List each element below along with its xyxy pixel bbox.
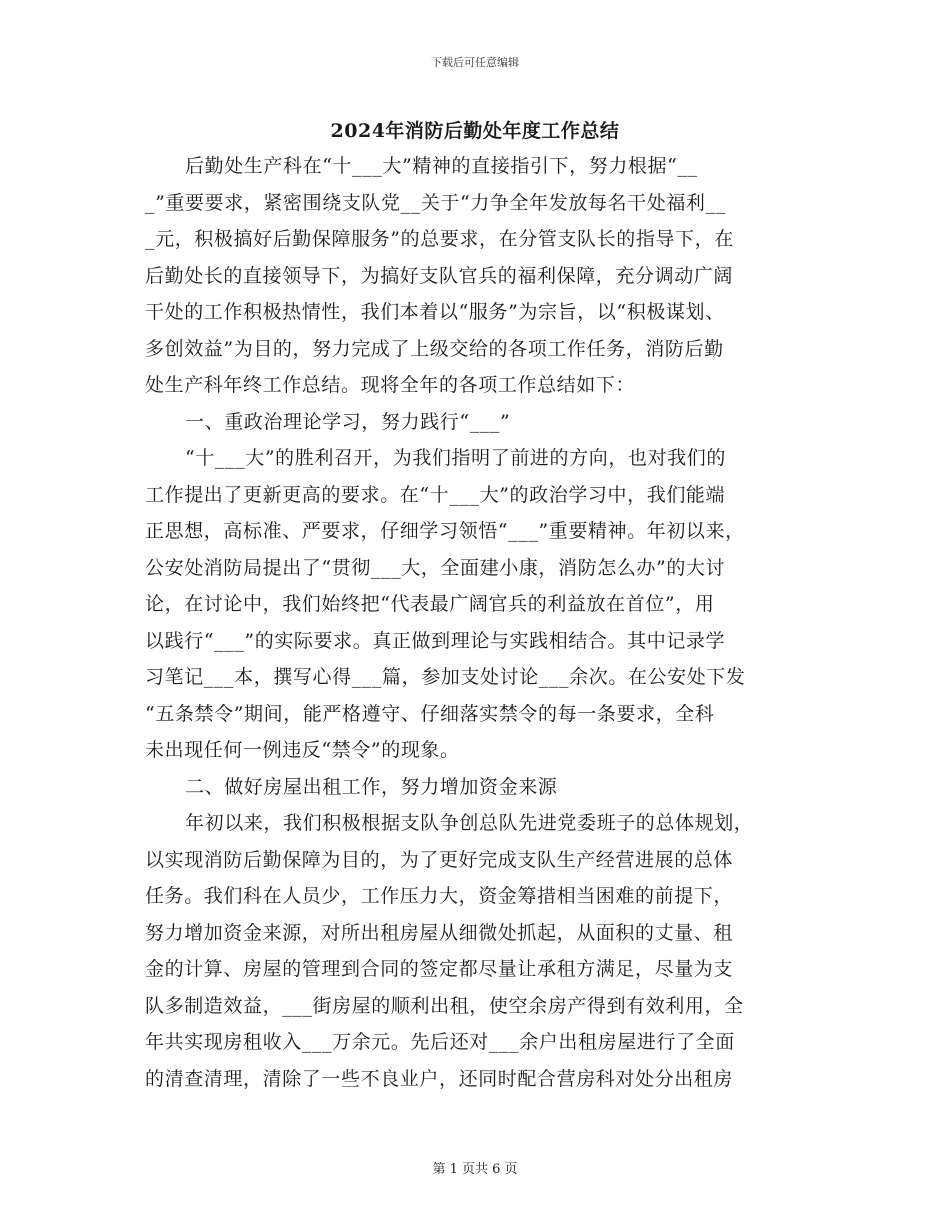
body-line: 年共实现房租收入___万余元。先后还对___余户出租房屋进行了全面 bbox=[145, 1031, 735, 1053]
body-line: 处生产科年终工作总结。现将全年的各项工作总结如下： bbox=[145, 374, 636, 396]
body-line: _元，积极搞好后勤保障服务”的总要求，在分管支队长的指导下，在 bbox=[145, 228, 734, 250]
body-line: 公安处消防局提出了“贯彻___大，全面建小康，消防怎么办”的大讨 bbox=[145, 556, 726, 579]
body-line: 多创效益”为目的，努力完成了上级交给的各项工作任务，消防后勤 bbox=[145, 337, 724, 360]
body-line: 工作提出了更新更高的要求。在“十___大”的政治学习中，我们能端 bbox=[145, 483, 726, 506]
body-line: 论，在讨论中，我们始终把“代表最广阔官兵的利益放在首位”，用 bbox=[145, 593, 715, 615]
document-title: 2024年消防后勤处年度工作总结 bbox=[330, 120, 620, 142]
body-line: 金的计算、房屋的管理到合同的签定都尽量让承租方满足，尽量为支 bbox=[145, 958, 734, 980]
body-line: 后勤处生产科在“十___大”精神的直接指引下，努力根据“__ bbox=[185, 155, 698, 177]
body-line: 的清查清理，清除了一些不良业户，还同时配合营房科对处分出租房 bbox=[145, 1067, 734, 1090]
body-line: 正思想，高标准、严要求，仔细学习领悟“___”重要精神。年初以来， bbox=[145, 520, 745, 542]
body-line: 后勤处长的直接领导下，为搞好支队官兵的福利保障，充分调动广阔 bbox=[145, 264, 734, 287]
body-line: 习笔记___本，撰写心得___篇，参加支处讨论___余次。在公安处下发 bbox=[145, 666, 746, 688]
body-line: “十___大”的胜利召开，为我们指明了前进的方向，也对我们的 bbox=[185, 447, 726, 469]
body-line: “五条禁令”期间，能严格遵守、仔细落实禁令的每一条要求，全科 bbox=[145, 702, 715, 725]
body-line: _”重要要求，紧密围绕支队党__关于“力争全年发放每名干处福利__ bbox=[145, 191, 726, 214]
body-line: 队多制造效益，___街房屋的顺利出租，使空余房产得到有效利用，全 bbox=[145, 994, 744, 1017]
body-line: 以实现消防后勤保障为目的，为了更好完成支队生产经营进展的总体 bbox=[145, 848, 734, 871]
section-heading: 二、做好房屋出租工作，努力增加资金来源 bbox=[185, 775, 558, 798]
body-line: 以践行“___”的实际要求。真正做到理论与实践相结合。其中记录学 bbox=[145, 629, 726, 652]
page-header-note: 下载后可任意编辑 bbox=[431, 56, 519, 69]
body-line: 未出现任何一例违反“禁令”的现象。 bbox=[145, 739, 460, 761]
body-line: 干处的工作积极热情性，我们本着以“服务”为宗旨，以“积极谋划、 bbox=[145, 301, 725, 323]
body-line: 任务。我们科在人员少，工作压力大，资金筹措相当困难的前提下， bbox=[145, 885, 734, 907]
document-body bbox=[145, 148, 815, 1097]
section-heading: 一、重政治理论学习，努力践行“___” bbox=[185, 410, 511, 433]
body-line: 努力增加资金来源，对所出租房屋从细微处抓起，从面积的丈量、租 bbox=[145, 921, 734, 944]
page-number: 第 1 页共 6 页 bbox=[432, 1162, 518, 1177]
body-line: 年初以来，我们积极根据支队争创总队先进党委班子的总体规划， bbox=[185, 812, 754, 834]
